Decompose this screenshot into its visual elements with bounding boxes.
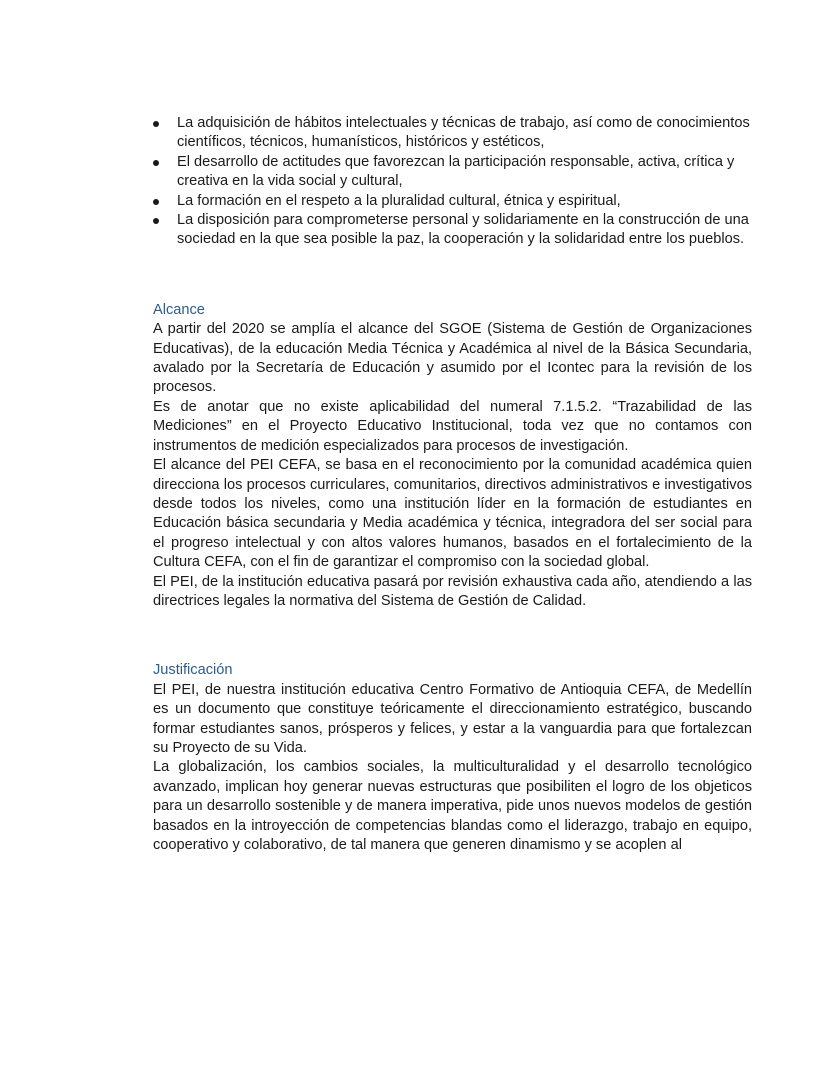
- bullet-text: La formación en el respeto a la pluralidad cultural, étnica y espiritual,: [177, 192, 621, 209]
- bullet-text: El desarrollo de actitudes que favorezcan la participación responsable, activa, crítica y creativa en la vida social y cultural,: [177, 153, 735, 190]
- bullet-item: [153, 114, 752, 153]
- paragraph: El PEI, de la institución educativa pasará por revisión exhaustiva cada año, atendiendo a las directrices legales la normativa del Sistema de Gestión de Calidad.: [153, 573, 752, 609]
- section-heading-alcance: Alcance: [153, 301, 205, 318]
- bullet-text: La disposición para comprometerse personal y solidariamente en la construcción de una sociedad en la que sea posible la paz, la cooperación y la solidaridad entre los pueblos.: [177, 212, 749, 248]
- paragraph: La globalización, los cambios sociales, la multiculturalidad y el desarrollo tecnológico avanzado, implican hoy generar nuevas estructuras que posibiliten el logro de los objeticos para un desarrollo sostenible y de manera imperativa, pide unos nuevos modelos de gestión basados en la introyección de competencias blandas como el liderazgo, trabajo en equipo, cooperativo y colaborativo, de tal manera que generen dinamismo y se acoplen al: [153, 759, 752, 853]
- document-page: [153, 114, 752, 855]
- paragraph: El PEI, de nuestra institución educativa Centro Formativo de Antioquia CEFA, de Medellín es un documento que constituye teóricamente el direccionamiento estratégico, buscando formar estudiantes sanos, prósperos y felices, y estar a la vanguardia para que fortalezcan su Proyecto de su Vida.: [153, 681, 752, 756]
- paragraph: El alcance del PEI CEFA, se basa en el reconocimiento por la comunidad académica quien direcciona los procesos curriculares, comunitarios, directivos administrativos e investigativos desde todos los niveles, como una institución líder en la formación de estudiantes en Educación básica secundaria y Media académica y técnica, integradora del ser social para el progreso intelectual y con altos valores humanos, basados en el fortalecimiento de la Cultura CEFA, con el fin de garantizar el compromiso con la sociedad global.: [153, 457, 752, 571]
- bullet-dot-icon: [153, 121, 159, 127]
- bullet-dot-icon: [153, 160, 159, 166]
- bullet-item: [153, 153, 752, 192]
- section-heading-justificacion: Justificación: [153, 662, 233, 679]
- bullet-dot-icon: [153, 199, 159, 205]
- bullet-item: [153, 192, 752, 211]
- objectives-bullet-list: [153, 114, 752, 250]
- bullet-text: La adquisición de hábitos intelectuales y técnicas de trabajo, así como de conocimientos científicos, técnicos, humanísticos, históricos y estéticos,: [177, 115, 750, 151]
- bullet-dot-icon: [153, 218, 159, 224]
- paragraph: A partir del 2020 se amplía el alcance del SGOE (Sistema de Gestión de Organizaciones Educativas), de la educación Media Técnica y Académica al nivel de la Básica Secundaria, avalado por la Secretaría de Educación y asumido por el Icontec para la revisión de los procesos.: [153, 321, 752, 396]
- paragraph: Es de anotar que no existe aplicabilidad del numeral 7.1.5.2. “Trazabilidad de las Mediciones” en el Proyecto Educativo Institucional, toda vez que no contamos con instrumentos de medición especializados para procesos de investigación.: [153, 398, 752, 454]
- bullet-item: [153, 211, 752, 250]
